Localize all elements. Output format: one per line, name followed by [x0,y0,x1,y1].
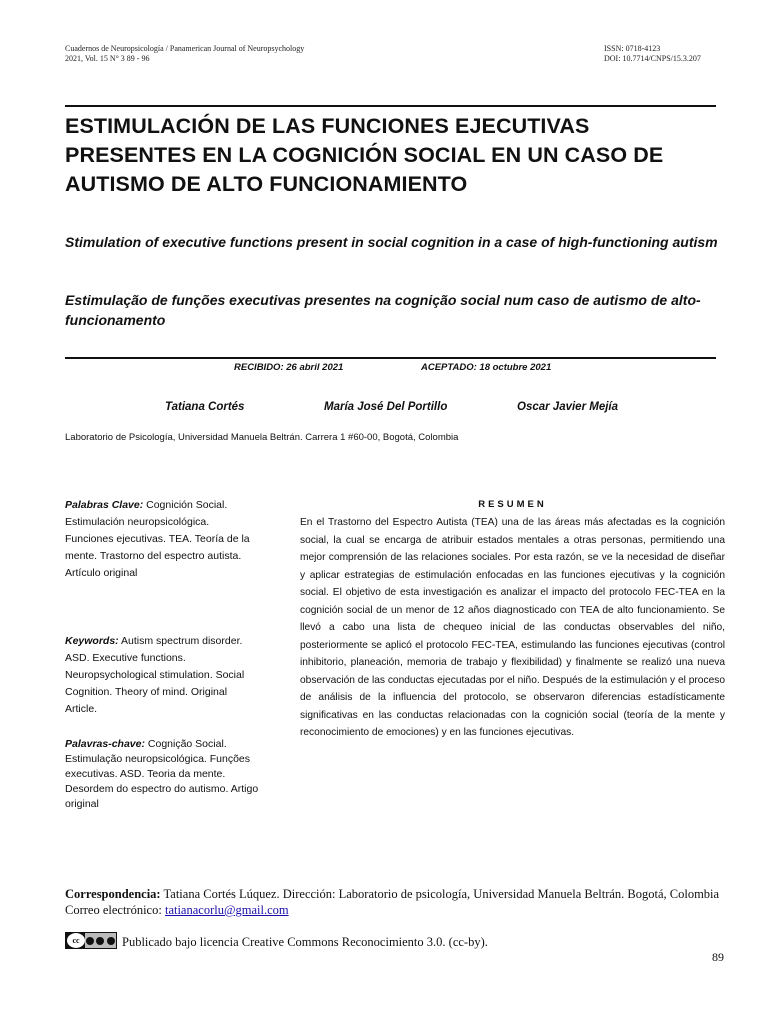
journal-name: Cuadernos de Neuropsicología / Panamerican Journal of Neuropsychology [65,44,305,53]
correspondence-text: Tatiana Cortés Lúquez. Dirección: Laboratorio de psicología, Universidad Manuela Beltrán. Bogotá, Colombia Correo electrónico: [65,887,720,917]
abstract-text: En el Trastorno del Espectro Autista (TEA) una de las áreas más afectadas es la cognición social, la cual se encarga de atribuir estados mentales a otras personas, permitiendo una mejor comprensión de las relaciones sociales. Por esta razón, se ve la necesidad de diseñar y aplicar estrategias de estimulación enfocadas en las funciones ejecutivas y la cognición social. El objetivo de esta investigación es analizar el impacto del protocolo FEC-TEA en la cognición social de un menor de 12 años diagnosticado con TEA de alto funcionamiento. Se llevó a cabo una lista de chequeo inicial de las conductas observables del niño, posteriormente se aplicó el protocolo FEC-TEA, estimulando las funciones ejecutivas (control inhibitorio, planeación, memoria de trabajo y flexibilidad) y finalmente se realizó una nueva observación de las conductas ejecutadas por el niño. Después de la estimulación y el proceso de análisis de la influencia del protocolo, se observaron diferencias estadísticamente significativas en las conductas relacionadas con la cognición social (teoría de la mente y reconocimiento de emociones) y en las funciones ejecutivas. [300,517,725,738]
author-2: María José Del Portillo [324,401,448,413]
keywords-spanish-text: Cognición Social. Estimulación neuropsicológica. Funciones ejecutivas. TEA. Teoría de la mente. Trastorno del espectro autista. Artículo original [65,499,250,579]
keywords-portuguese-text: Cognição Social. Estimulação neuropsicológica. Funções executivas. ASD. Teoria da mente. Desordem do espectro do autismo. Artigo original [65,738,259,810]
correspondence [65,886,725,918]
bottom-rule [65,357,716,359]
keywords-spanish-label: Palabras Clave: [65,499,144,511]
nc-icon [96,937,104,945]
keywords-english-text: Autism spectrum disorder. ASD. Executive functions. Neuropsychological stimulation. Social Cognition. Theory of mind. Original Article. [65,635,245,715]
page-number: 89 [712,950,724,964]
keywords-portuguese-label: Palavras-chave: [65,738,145,750]
abstract-heading: RESUMEN [478,499,547,510]
correspondence-email-link[interactable]: tatianacorlu@gmail.com [164,903,289,917]
cc-by-nc-sa-icon[interactable] [65,932,117,949]
affiliation: Laboratorio de Psicología, Universidad Manuela Beltrán. Carrera 1 #60-00, Bogotá, Colombia [65,432,459,443]
accepted-date: ACEPTADO: 18 octubre 2021 [421,362,552,373]
author-3: Oscar Javier Mejía [517,401,619,413]
sa-icon [107,937,115,945]
journal-volume: 2021, Vol. 15 N° 3 89 - 96 [65,54,150,63]
title-portuguese: Estimulação de funções executivas presentes na cognição social num caso de autismo de alto-funcionamento [65,292,701,328]
author-1: Tatiana Cortés [165,401,245,413]
journal-issn: ISSN: 0718-4123 [604,44,661,53]
cc-badge-icons [85,933,116,948]
title-english: Stimulation of executive functions present in social cognition in a case of high-functioning autism [65,234,718,250]
keywords-english-label: Keywords: [65,635,119,647]
by-icon [86,937,94,945]
keywords-portuguese [65,737,260,812]
received-date: RECIBIDO: 26 abril 2021 [234,362,344,373]
article-title: ESTIMULACIÓN DE LAS FUNCIONES EJECUTIVAS PRESENTES EN LA COGNICIÓN SOCIAL EN UN CASO DE AUTISMO DE ALTO FUNCIONAMIENTO [65,114,664,196]
top-rule [65,105,716,107]
license-text: Publicado bajo licencia Creative Commons Reconocimiento 3.0. (cc-by). [122,935,488,949]
cc-logo-icon: cc [67,933,85,948]
keywords-spanish [65,497,260,582]
correspondence-label: Correspondencia: [65,887,161,901]
journal-doi: DOI: 10.7714/CNPS/15.3.207 [604,54,701,63]
keywords-english [65,633,260,718]
